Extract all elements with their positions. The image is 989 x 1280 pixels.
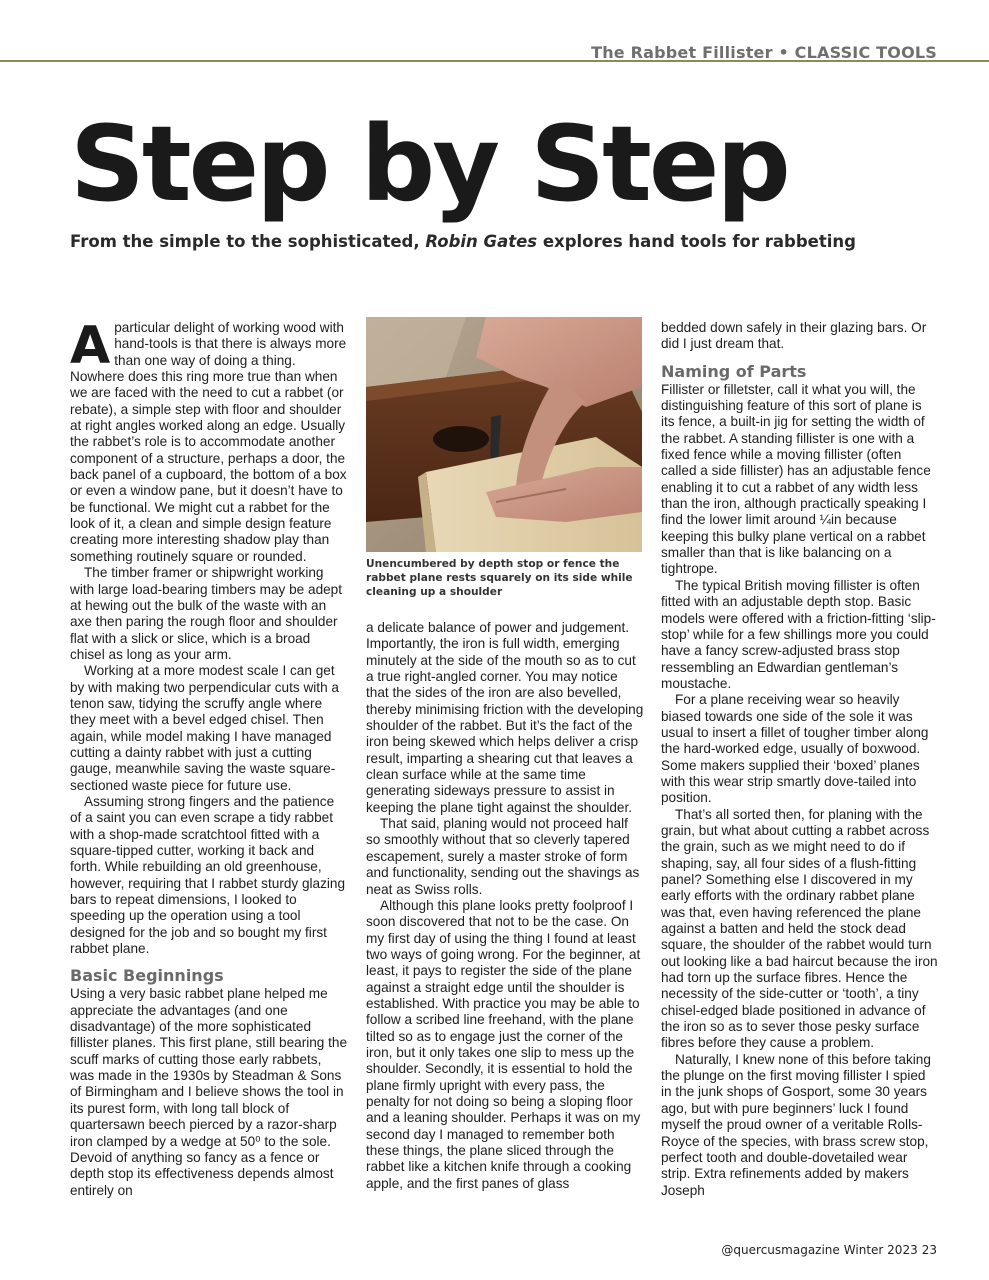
paragraph: That said, planing would not proceed half so smoothly without that so cleverly tapered escapement, surely a master stroke of form and functionality, sending out the shavings as neat as Swiss rolls. [366, 816, 640, 897]
paragraph: Assuming strong fingers and the patience of a saint you can even scrape a tidy rabbet with a shop-made scratchtool fitted with a square-tipped cutter, working it back and forth. While rebuilding an old greenhouse, however, requiring that I rabbet sturdy glazing bars to repeat dimensions, I looked to speeding up the operation using a tool designed for the job and so bought my first rabbet plane. [70, 793, 346, 957]
section-heading: Basic Beginnings [70, 966, 224, 986]
standfirst [70, 232, 856, 251]
standfirst-author: Robin Gates [425, 232, 538, 251]
standfirst-before: From the simple to the sophisticated, [70, 232, 426, 251]
paragraph: Working at a more modest scale I can get by with making two perpendicular cuts with a tenon saw, tidying the scruffy angle where they meet with a bevel edged chisel. Then again, while model making I have managed cutting a dainty rabbet with just a cutting gauge, meanwhile saving the waste square-sectioned waste piece for future use. [70, 663, 339, 793]
paragraph: That’s all sorted then, for planing with the grain, but what about cutting a rabbet across the grain, such as we might need to do if shaping, say, all four sides of a flush-fitting panel? Something else I discovered in my early efforts with the ordinary rabbet plane was that, even having referenced the plane against a batten and held the stock dead square, the shoulder of the rabbet would turn out looking like a bad haircut because the iron had torn up the surface fibres. Hence the necessity of the side-cutter or ‘tooth’, a tiny chisel-edged blade positioned in advance of the iron so as to sever those pesky surface fibres before they cause a problem. [661, 806, 938, 1051]
article-title: Step by Step [70, 103, 788, 225]
paragraph: Naturally, I knew none of this before taking the plunge on the first moving fillister I spied in the junk shops of Gosport, some 30 years ago, but with pure beginners’ luck I found myself the proud owner of a veritable Rolls-Royce of the species, with brass screw stop, perfect tooth and double-dovetailed wear strip. Extra refinements added by makers Joseph [661, 1051, 931, 1198]
paragraph: Although this plane looks pretty foolproof I soon discovered that not to be the case. On my first day of using the thing I found at least two ways of going wrong. For the beginner, at least, it pays to register the side of the plane against a straight edge until the shoulder is established. With practice you may be able to follow a scribed line freehand, with the plane tilted so as to engage just the corner of the iron, but it only takes one slip to mess up the shoulder. Secondly, it is essential to hold the plane firmly upright with every pass, the penalty for not doing so being a sloping floor and a leaning shoulder. Perhaps it was on my second day I managed to remember both these things, the plane sliced through the rabbet like a kitchen knife through a cooking apple, and the first panes of glass [366, 897, 641, 1191]
paragraph: The timber framer or shipwright working with large load-bearing timbers may be adept at hewing out the bulk of the waste with an axe then paring the rough floor and shoulder flat with a slick or slice, which is a broad chisel as long as your arm. [70, 565, 343, 662]
standfirst-after: explores hand tools for rabbeting [537, 232, 856, 251]
paragraph: Using a very basic rabbet plane helped me appreciate the advantages (and one disadvantage) of the more sophisticated fillister planes. This first plane, still bearing the scuff marks of cutting those early rabbets, was made in the 1930s by Steadman & Sons of Birmingham and I believe shows the tool in its purest form, with long tall block of quartersawn beech pierced by a razor-sharp iron clamped by a wedge at 50⁰ to the sole. Devoid of anything so fancy as a fence or depth stop its effectiveness depends almost entirely on [70, 986, 348, 1198]
page-number: 23 [921, 1243, 937, 1257]
page-footer [717, 1243, 937, 1257]
running-head: The Rabbet Fillister • CLASSIC TOOLS [591, 43, 937, 62]
rabbet-plane-photo [366, 317, 642, 552]
drop-cap: A [70, 316, 111, 376]
paragraph: For a plane receiving wear so heavily biased towards one side of the sole it was usual to insert a fillet of tougher timber along the hard-worked edge, usually of boxwood. Some makers supplied their ‘boxed’ planes with this wear strip smartly dove-tailed into position. [661, 692, 929, 806]
column-2 [366, 620, 644, 1192]
photo-caption: Unencumbered by depth stop or fence the rabbet plane rests squarely on its side while cleaning up a shoulder [366, 558, 633, 598]
column-1 [70, 316, 348, 1199]
paragraph: a delicate balance of power and judgement. Importantly, the iron is full width, emerging minutely at the side of the mouth so as to cut a true right-angled corner. You may notice that the sides of the iron are also bevelled, thereby minimising friction with the developing shoulder of the rabbet. But it’s the fact of the iron being skewed which helps deliver a crisp result, imparting a shearing cut that leaves a clean surface while at the same time generating sideways pressure to assist in keeping the plane tight against the shoulder. [366, 620, 644, 815]
paragraph: bedded down safely in their glazing bars. Or did I just dream that. [661, 320, 927, 352]
paragraph: The typical British moving fillister is often fitted with an adjustable depth stop. Basic models were offered with a friction-fitting ‘slip-stop’ while for a few shillings more you could have a fancy screw-adjusted brass stop ressembling an Edwardian gentleman’s moustache. [661, 577, 936, 691]
section-heading: Naming of Parts [661, 361, 807, 381]
paragraph [70, 316, 348, 565]
magazine-handle: @quercusmagazine [721, 1243, 840, 1257]
column-3 [661, 320, 939, 1199]
paragraph: Fillister or filletster, call it what you will, the distinguishing feature of this sort of plane is its fence, a built-in jig for setting the width of the rabbet. A standing fillister is one with a fixed fence while a moving fillister (often called a side fillister) has an adjustable fence enabling it to cut a rabbet of any width less than the iron, although practically speaking I find the lower limit around ¼in because keeping this bulky plane vertical on a rabbet smaller than that is like balancing on a tightrope. [661, 381, 931, 577]
issue-label: Winter 2023 [843, 1243, 918, 1257]
paragraph-text: particular delight of working wood with hand-tools is that there is always more than one way of doing a thing. Nowhere does this ring more true than when we are faced with the need to cut a rabbet (or rebate), a simple step with floor and shoulder at right angles worked along an edge. Usually the rabbet’s role is to accommodate another component of a structure, perhaps a door, the back panel of a cupboard, the bottom of a box or even a window pane, but it doesn’t have to be functional. We might cut a rabbet for the look of it, a clean and simple design feature creating more interesting shadow play than something routinely square or rounded. [70, 320, 347, 564]
